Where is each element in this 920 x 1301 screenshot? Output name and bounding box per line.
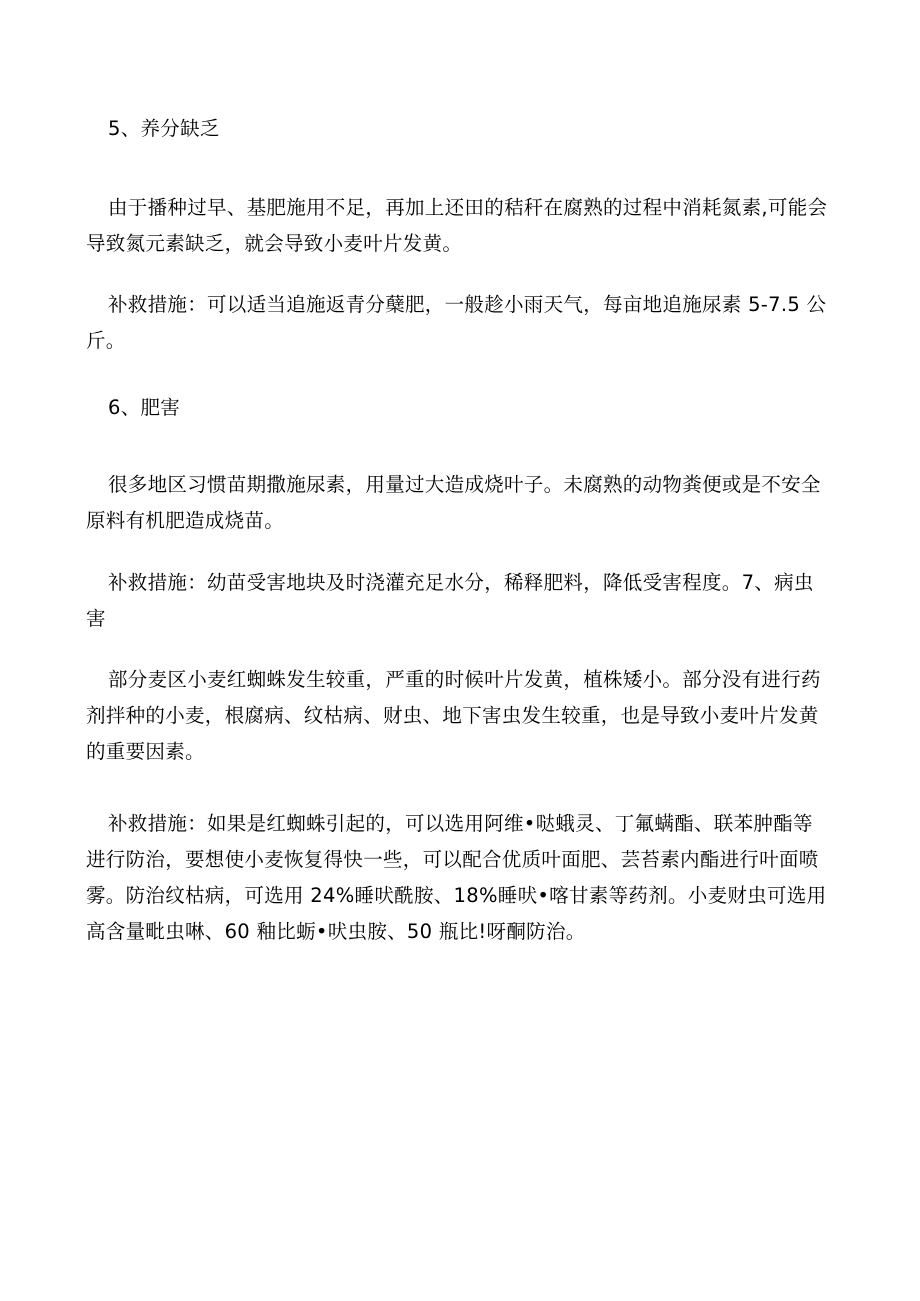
paragraph-pests-diseases: 部分麦区小麦红蜘蛛发生较重，严重的时候叶片发黄，植株矮小。部分没有进行药剂拌种的小麦，根腐病、纹枯病、财虫、地下害虫发生较重，也是导致小麦叶片发黄的重要因素。: [86, 668, 821, 763]
paragraph-remedy-nutrient: 补救措施：可以适当追施返青分蘖肥，一般趁小雨天气，每亩地追施尿素 5-7.5 公斤。: [86, 293, 827, 352]
paragraph-remedy-pests: 补救措施：如果是红蜘蛛引起的，可以选用阿维•哒蛾灵、丁氟螨酯、联苯肿酯等进行防治，要想使小麦恢复得快一些，可以配合优质叶面肥、芸苔素内酯进行叶面喷雾。防治纹枯病，可选用 24%睡吠酰胺、18%睡吠•喀甘素等药剂。小麦财虫可选用高含量毗虫啉、60 釉比蛎•吠虫胺、50 瓶比!呀酮防治。: [86, 812, 827, 943]
section-heading-6: 6、肥害: [108, 396, 181, 419]
paragraph-nutrient-deficiency: 由于播种过早、基肥施用不足，再加上还田的秸秆在腐熟的过程中消耗氮素,可能会导致氮元素缺乏，就会导致小麦叶片发黄。: [86, 196, 828, 255]
section-heading-5: 5、养分缺乏: [108, 117, 220, 140]
paragraph-remedy-fertilizer: 补救措施：幼苗受害地块及时浇灌充足水分，稀释肥料，降低受害程度。7、病虫害: [86, 571, 814, 630]
paragraph-fertilizer-damage: 很多地区习惯苗期撒施尿素，用量过大造成烧叶子。未腐熟的动物粪便或是不安全原料有机肥造成烧苗。: [86, 473, 821, 532]
